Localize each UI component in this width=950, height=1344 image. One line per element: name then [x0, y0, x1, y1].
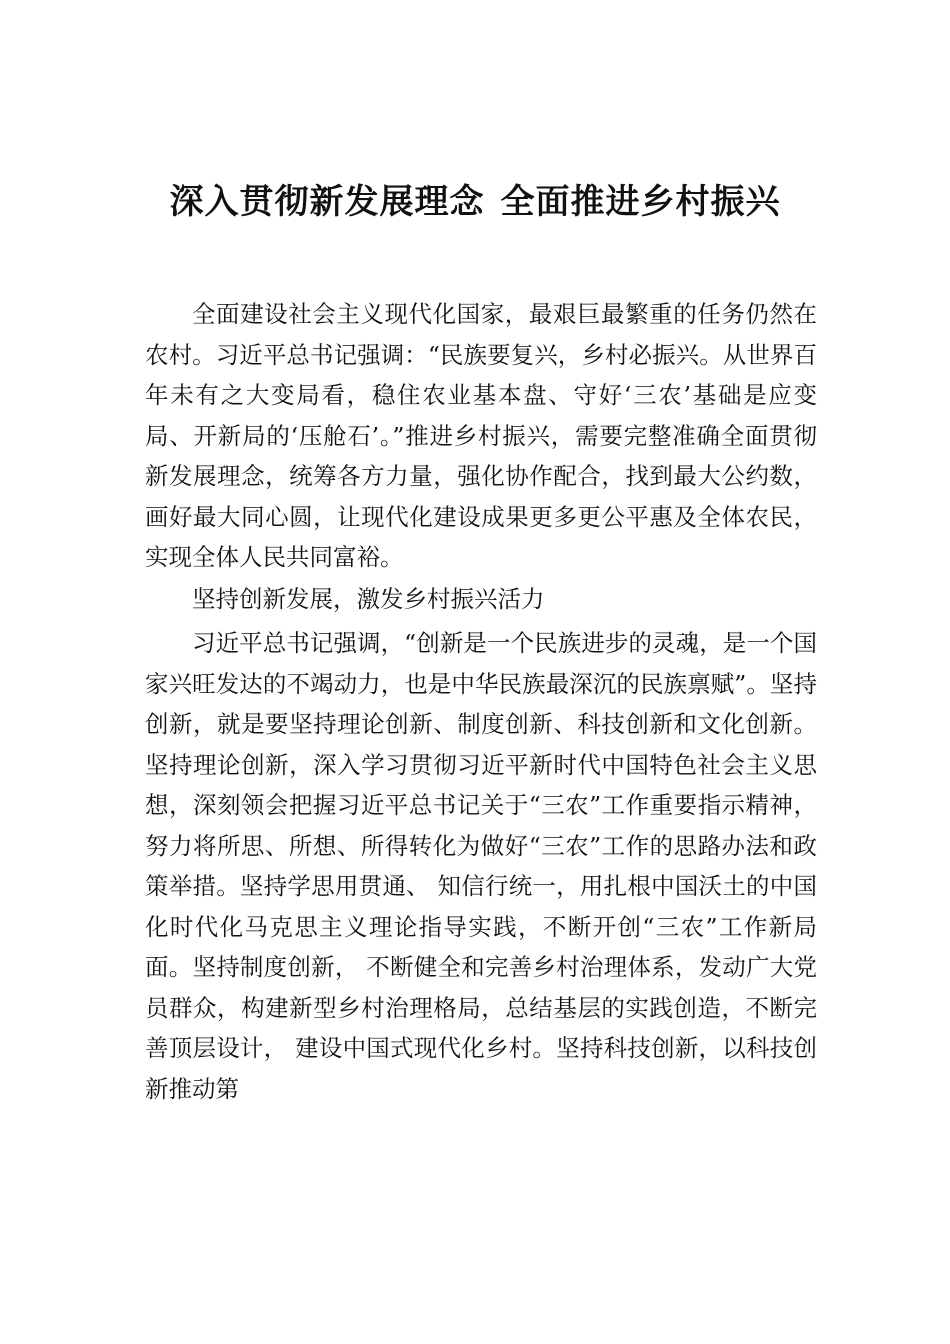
document-title — [0, 176, 950, 228]
paragraph-innovation: 习近平总书记强调，“创新是一个民族进步的灵魂，是一个国家兴旺发达的不竭动力，也是中华民族最深沉的民族禀赋”。坚持创新，就是要坚持理论创新、制度创新、科技创新和文化创新。坚持理论创新，深入学习贯彻习近平新时代中国特色社会主义思想，深刻领会把握习近平总书记关于“三农”工作重要指示精神，努力将所思、所想、所得转化为做好“三农”工作的思路办法和政策举措。坚持学思用贯通、 知信行统一，用扎根中国沃土的中国化时代化马克思主义理论指导实践，不断开创“三农”工作新局面。坚持制度创新， 不断健全和完善乡村治理体系，发动广大党员群众，构建新型乡村治理格局，总结基层的实践创造，不断完善顶层设计， 建设中国式现代化乡村。坚持科技创新，以科技创新推动第 — [145, 629, 817, 1103]
title-part-1: 深入贯彻新发展理念 — [169, 182, 485, 222]
title-part-2: 全面推进乡村振兴 — [500, 182, 781, 222]
document-body — [145, 294, 817, 1109]
section-heading: 坚持创新发展，激发乡村振兴活力 — [192, 584, 545, 613]
paragraph-intro: 全面建设社会主义现代化国家，最艰巨最繁重的任务仍然在农村。习近平总书记强调：“民族要复兴，乡村必振兴。从世界百年未有之大变局看，稳住农业基本盘、守好‘三农’基础是应变局、开新局的‘压舱石’。”推进乡村振兴，需要完整准确全面贯彻新发展理念，统筹各方力量，强化协作配合，找到最大公约数，画好最大同心圆，让现代化建设成果更多更公平惠及全体农民，实现全体人民共同富裕。 — [145, 300, 817, 571]
